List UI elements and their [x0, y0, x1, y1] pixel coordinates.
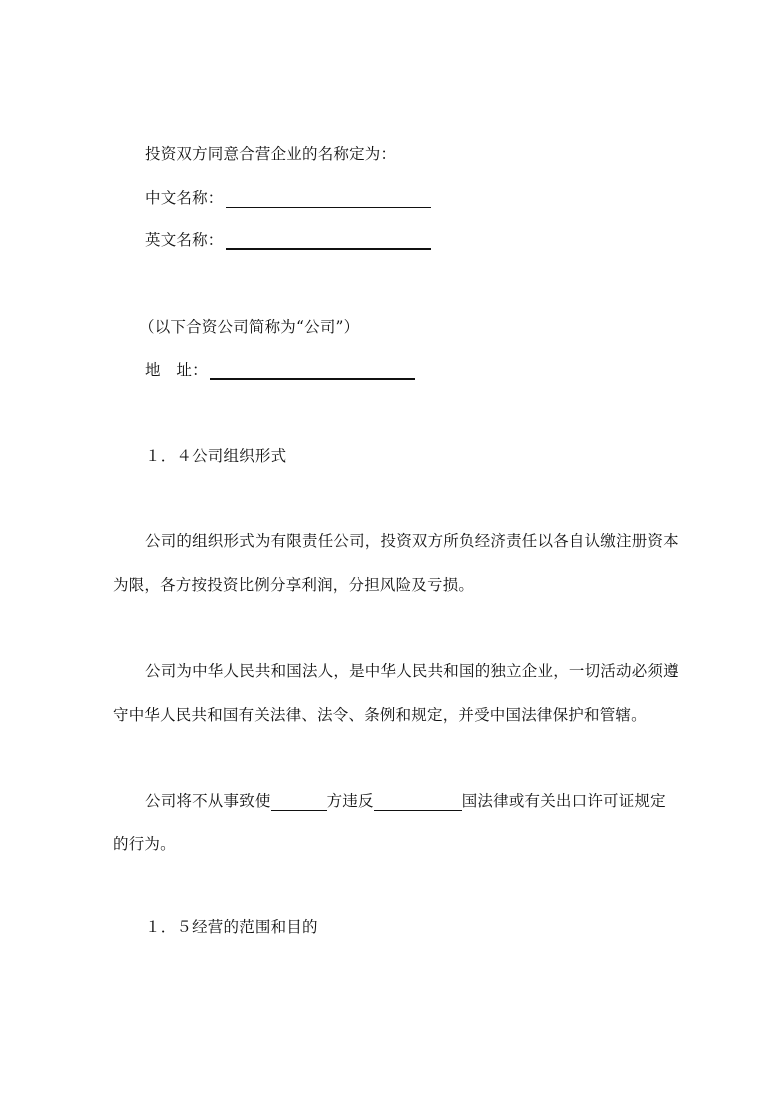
country-blank: [374, 795, 462, 811]
paragraph-3-part-1: 公司将不从事致使: [145, 792, 271, 810]
paragraph-3-line-1: [145, 791, 666, 811]
abbreviation-note: （以下合资公司简称为“公司”）: [139, 318, 360, 336]
chinese-name-label: 中文名称：: [145, 189, 224, 207]
paragraph-3-part-3: 国法律或有关出口许可证规定: [461, 792, 666, 810]
section-1-5-heading: １．５经营的范围和目的: [145, 918, 318, 936]
paragraph-2-line-2: 守中华人民共和国有关法律、法令、条例和规定，并受中国法律保护和管辖。: [113, 706, 647, 724]
paragraph-3-line-2: 的行为。: [113, 835, 176, 853]
party-blank: [271, 795, 327, 811]
english-name-blank: [226, 233, 431, 250]
section-1-4-heading: １．４公司组织形式: [145, 447, 287, 465]
address-blank: [210, 363, 415, 380]
chinese-name-row: [145, 188, 431, 208]
address-row: [145, 360, 415, 380]
address-label: 地 址：: [145, 361, 208, 379]
paragraph-1-line-1: 公司的组织形式为有限责任公司，投资双方所负经济责任以各自认缴注册资本: [145, 532, 679, 550]
paragraph-1-line-2: 为限，各方按投资比例分享利润，分担风险及亏损。: [113, 576, 475, 594]
english-name-label: 英文名称：: [145, 231, 224, 249]
paragraph-2-line-1: 公司为中华人民共和国法人，是中华人民共和国的独立企业，一切活动必须遵: [145, 662, 679, 680]
chinese-name-blank: [226, 192, 431, 208]
paragraph-3-part-2: 方违反: [326, 792, 374, 810]
intro-line: 投资双方同意合营企业的名称定为：: [145, 145, 397, 163]
english-name-row: [145, 230, 431, 250]
